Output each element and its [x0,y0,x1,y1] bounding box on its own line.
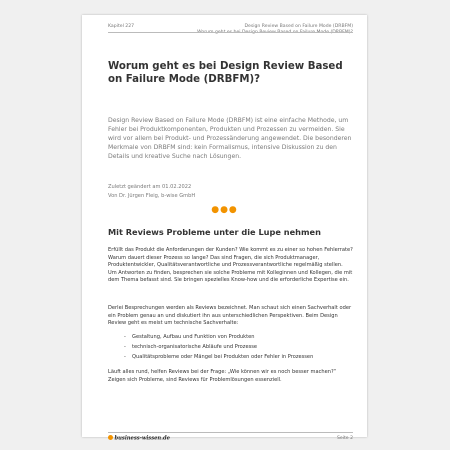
bullet-item: - technisch-organisatorische Abläufe und Prozesse [124,342,313,352]
section-heading: Mit Reviews Probleme unter die Lupe nehmen [108,227,321,237]
article-title: Worum geht es bei Design Review Based on Failure Mode (DRBFM)? [108,61,343,85]
footer-divider [108,432,353,433]
article-intro: Design Review Based on Failure Mode (DRBFM) ist eine einfache Methode, um Fehler bei Produktkomponenten, Produkten und Prozessen zu vermeiden. Sie wird vor allem bei Produkt- und Prozessänderung angewendet. Die besonderen Merkmale von DRBFM sind: kein Formalismus, intensive Diskussion zu den Details und kreative Suche nach Lösungen. [108,117,352,161]
logo-dot-icon [108,435,113,440]
page-number: Seite 2 [336,435,353,441]
bullet-item: - Gestaltung, Aufbau und Funktion von Produkten [124,332,313,342]
paragraph-1: Erfüllt das Produkt die Anforderungen der Kunden? Wie kommt es zu einer so hohen Fehlerrate? Warum dauert dieser Prozess so lange? Das sind Fragen, die sich Produktmanager, Produktentwickler, Qualitätsverantwortliche und Prozessverantwortliche regelmäßig stellen. Um Antworten zu finden, besprechen sie solche Probleme mit Kolleginnen und Kollegen, die mit dem Thema befasst sind. Sie bringen spezielles Know-how und die erforderliche Expertise ein. [108,247,353,284]
separator-dots: ●●● [211,205,238,215]
author-line: Von Dr. Jürgen Fleig, b-wise GmbH [108,192,196,199]
header-running-title-2: Worum geht es bei Design Review Based on Failure Mode (DRBFM)? [197,30,353,36]
bullet-item: - Qualitätsprobleme oder Mängel bei Produkten oder Fehler in Prozessen [124,352,313,362]
bullet-list [124,332,313,363]
footer-logo [108,435,170,442]
header-divider [108,32,353,33]
header-running-title [197,24,353,36]
footer-logo-text: business-wissen.de [114,435,170,442]
paragraph-2: Derlei Besprechungen werden als Reviews bezeichnet. Man schaut sich einen Sachverhalt oder ein Problem genau an und diskutiert ihn aus unterschiedlichen Perspektiven. Beim Design Review geht es meist um technische Sachverhalte: [108,305,352,327]
header-running-title-1: Design Review Based on Failure Mode (DRBFM) [244,24,353,29]
updated-date: Zuletzt geändert am 01.02.2022 [108,184,192,190]
document-page [82,15,367,442]
paragraph-3: Läuft alles rund, helfen Reviews bei der Frage: „Wie können wir es noch besser machen?“ Zeigen sich Probleme, sind Reviews für Problemlösungen essenziell. [108,369,337,383]
header-chapter: Kapitel 227 [108,24,135,29]
